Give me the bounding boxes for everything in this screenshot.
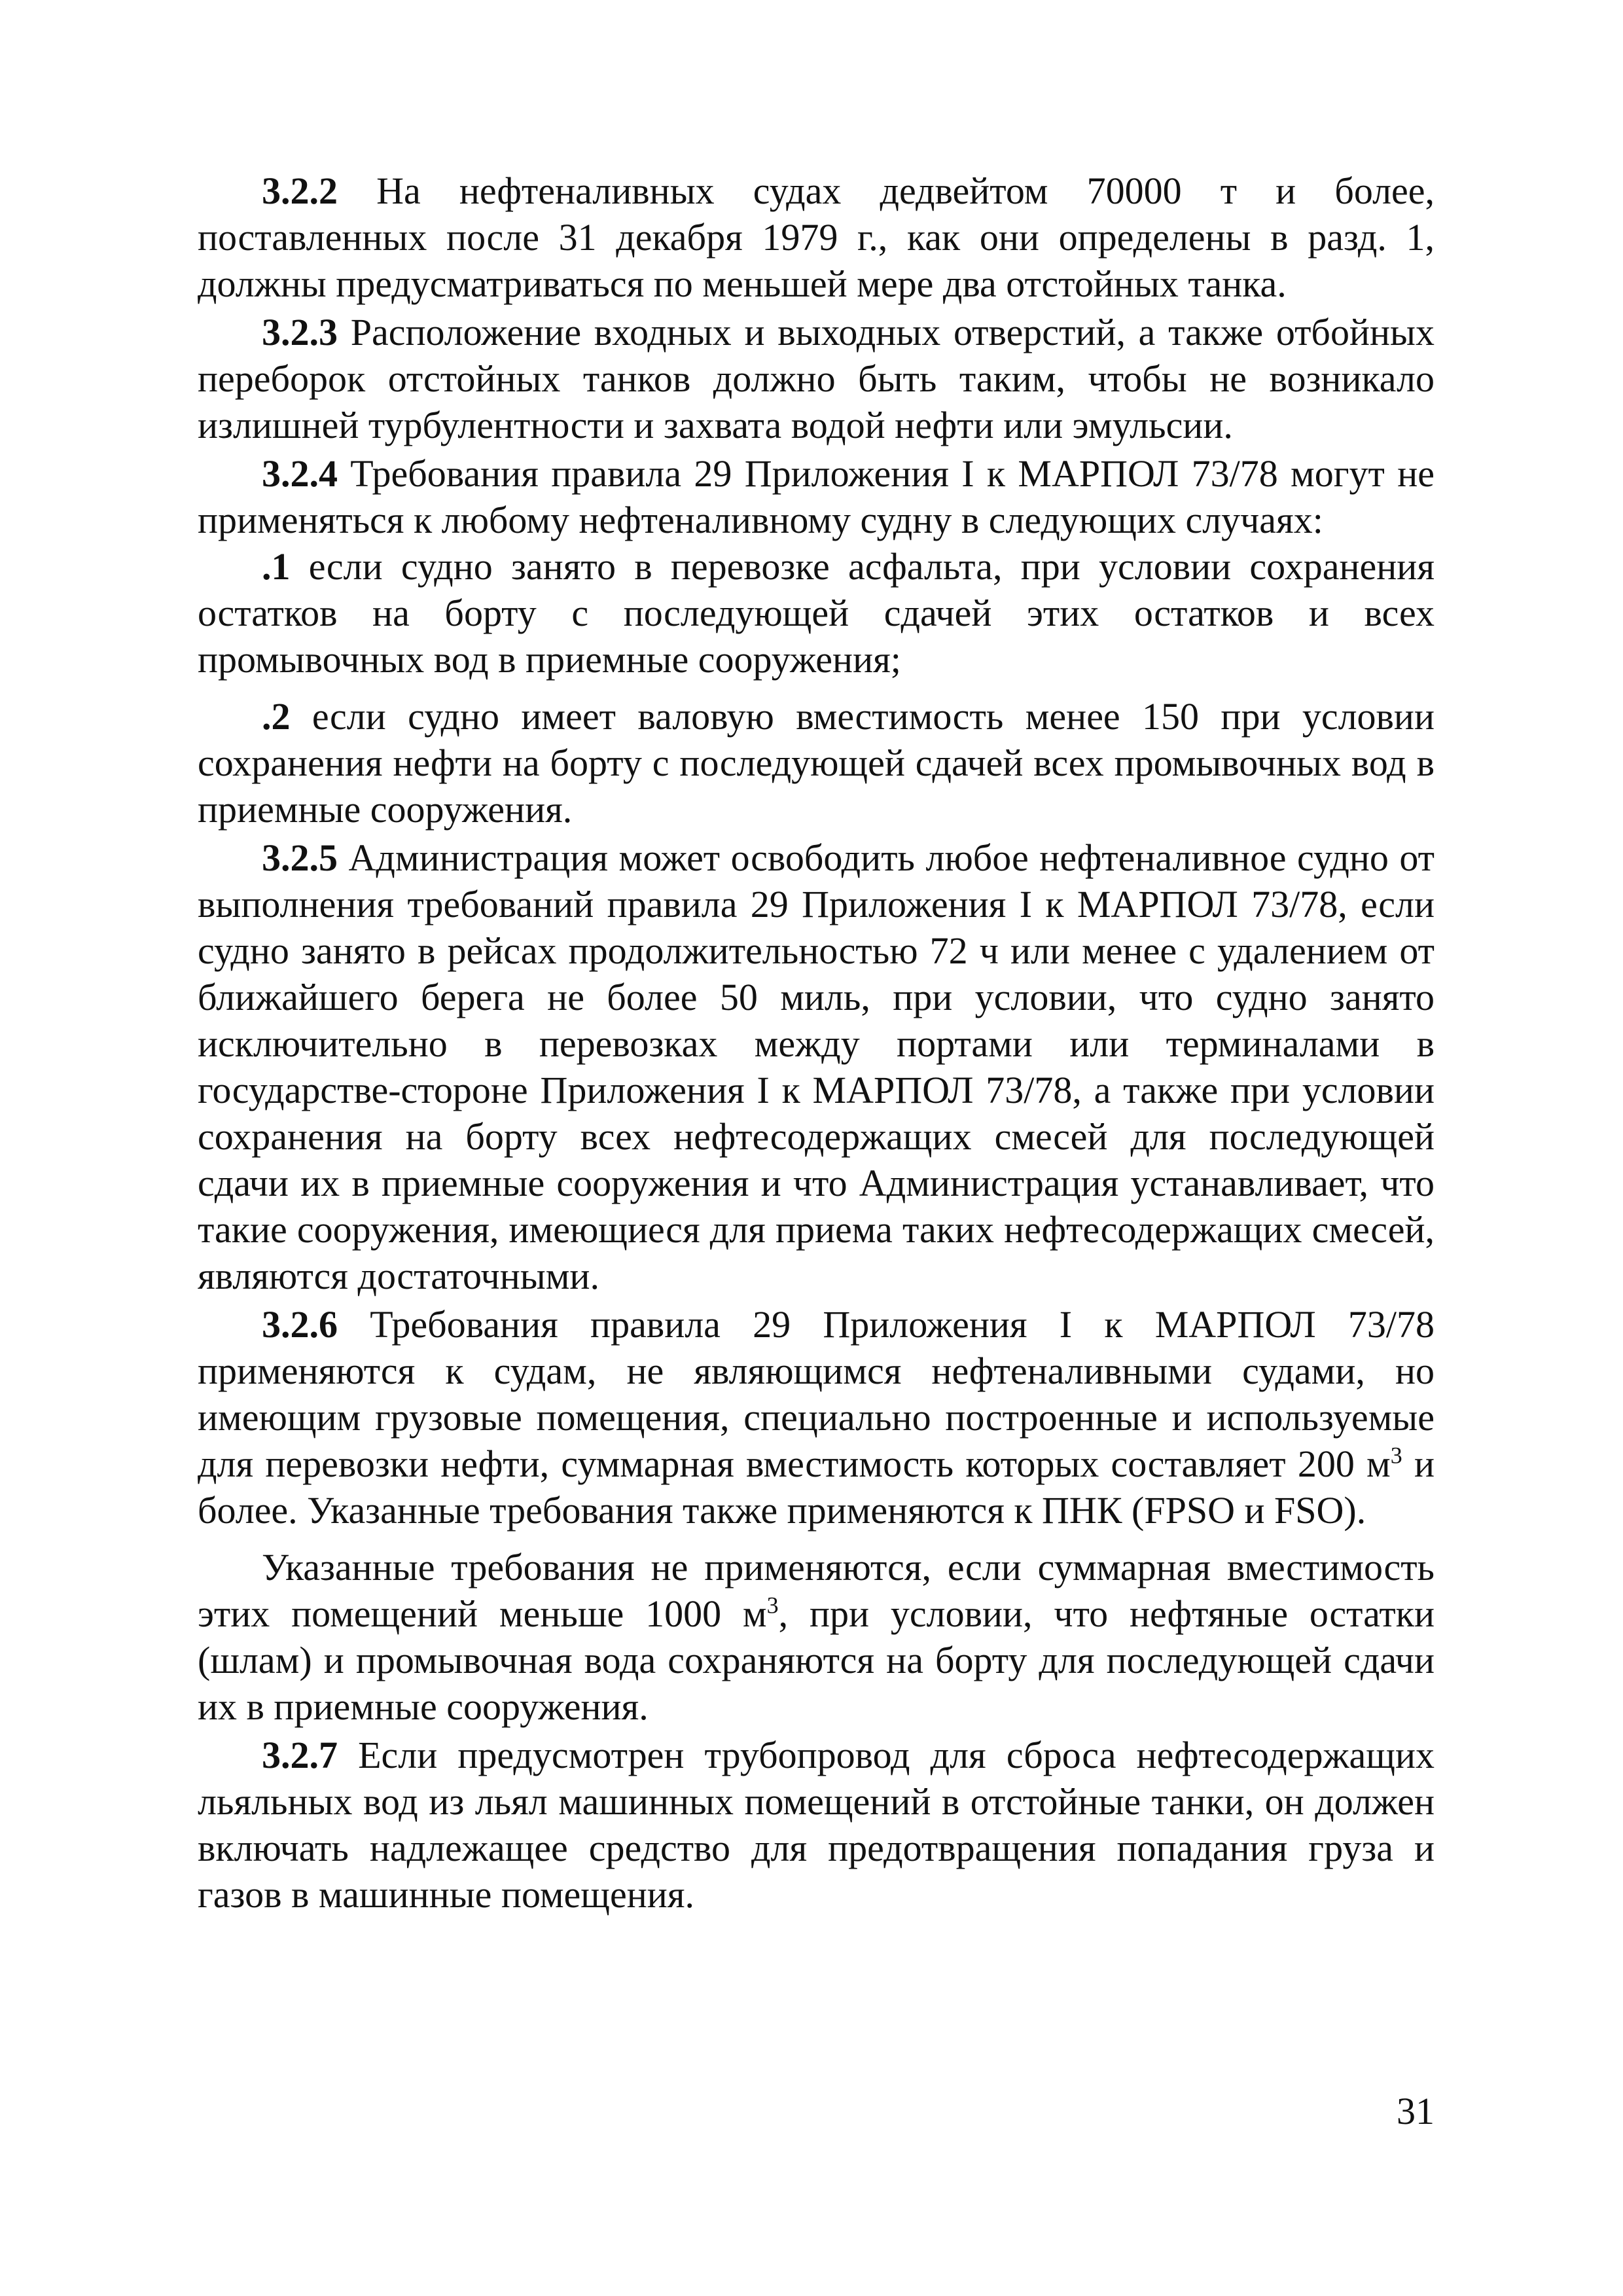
- list-item-1: [198, 543, 1435, 683]
- list-item-number: .2: [262, 695, 291, 738]
- list-item-number: .1: [262, 545, 291, 588]
- paragraph-text-continued: , при условии, что нефтяные остатки (шлам) и промывочная вода сохраняются на борту для последующей сдачи их в приемные сооружения.: [198, 1592, 1435, 1728]
- page-number: 31: [1397, 2090, 1435, 2132]
- paragraph-text: На нефтеналивных судах дедвейтом 70000 т и более, поставленных после 31 декабря 1979 г., как они определены в разд. 1, должны предусматриваться по меньшей мере два отстойных танка.: [198, 170, 1435, 305]
- paragraph-3-2-6: [198, 1301, 1435, 1534]
- paragraph-number: 3.2.2: [262, 170, 338, 212]
- list-item-2: [198, 693, 1435, 833]
- paragraph-text-continued: и более. Указанные требования также применяются к ПНК (FPSO и FSO).: [198, 1443, 1435, 1532]
- list-item-text: если судно имеет валовую вместимость менее 150 при условии сохранения нефти на борту с последующей сдачей всех промывочных вод в приемные сооружения.: [198, 695, 1435, 831]
- paragraph-number: 3.2.3: [262, 311, 338, 353]
- superscript-exponent: 3: [1390, 1442, 1402, 1469]
- document-body: [198, 168, 1435, 1918]
- paragraph-text: Расположение входных и выходных отверстий, а также отбойных переборок отстойных танков должно быть таким, чтобы не возникало излишней турбулентности и захвата водой нефти или эмульсии.: [198, 311, 1435, 446]
- list-item-text: если судно занято в перевозке асфальта, при условии сохранения остатков на борту с последующей сдачей этих остатков и всех промывочных вод в приемные сооружения;: [198, 545, 1435, 681]
- paragraph-text: Если предусмотрен трубопровод для сброса нефтесодержащих льяльных вод из льял машинных помещений в отстойные танки, он должен включать надлежащее средство для предотвращения попадания груза и газов в машинные помещения.: [198, 1734, 1435, 1916]
- paragraph-number: 3.2.7: [262, 1734, 338, 1776]
- paragraph-number: 3.2.5: [262, 836, 338, 879]
- paragraph-text: Указанные требования не применяются, если суммарная вместимость этих помещений меньше 1000 м: [198, 1546, 1435, 1635]
- paragraph-3-2-5: [198, 834, 1435, 1299]
- paragraph-3-2-3: [198, 309, 1435, 448]
- paragraph-number: 3.2.6: [262, 1303, 338, 1346]
- superscript-exponent: 3: [766, 1592, 779, 1619]
- paragraph-text: Требования правила 29 Приложения I к МАРПОЛ 73/78 могут не применяться к любому нефтеналивному судну в следующих случаях:: [198, 452, 1435, 541]
- paragraph-text: Требования правила 29 Приложения I к МАРПОЛ 73/78 применяются к судам, не являющимся нефтеналивными судами, но имеющим грузовые помещения, специально построенные и используемые для перевозки нефти, суммарная вместимость которых составляет 200 м: [198, 1303, 1435, 1485]
- paragraph-requirements-not-applied: [198, 1544, 1435, 1730]
- paragraph-text: Администрация может освободить любое нефтеналивное судно от выполнения требований правила 29 Приложения I к МАРПОЛ 73/78, если судно занято в рейсах продолжительностью 72 ч или менее с удалением от ближайшего берега не более 50 миль, при условии, что судно занято исключительно в перевозках между портами или терминалами в государстве-стороне Приложения I к МАРПОЛ 73/78, а также при условии сохранения на борту всех нефтесодержащих смесей для последующей сдачи их в приемные сооружения и что Администрация устанавливает, что такие сооружения, имеющиеся для приема таких нефтесодержащих смесей, являются достаточными.: [198, 836, 1435, 1297]
- paragraph-3-2-4: [198, 450, 1435, 543]
- paragraph-number: 3.2.4: [262, 452, 338, 495]
- paragraph-3-2-2: [198, 168, 1435, 307]
- paragraph-3-2-7: [198, 1732, 1435, 1918]
